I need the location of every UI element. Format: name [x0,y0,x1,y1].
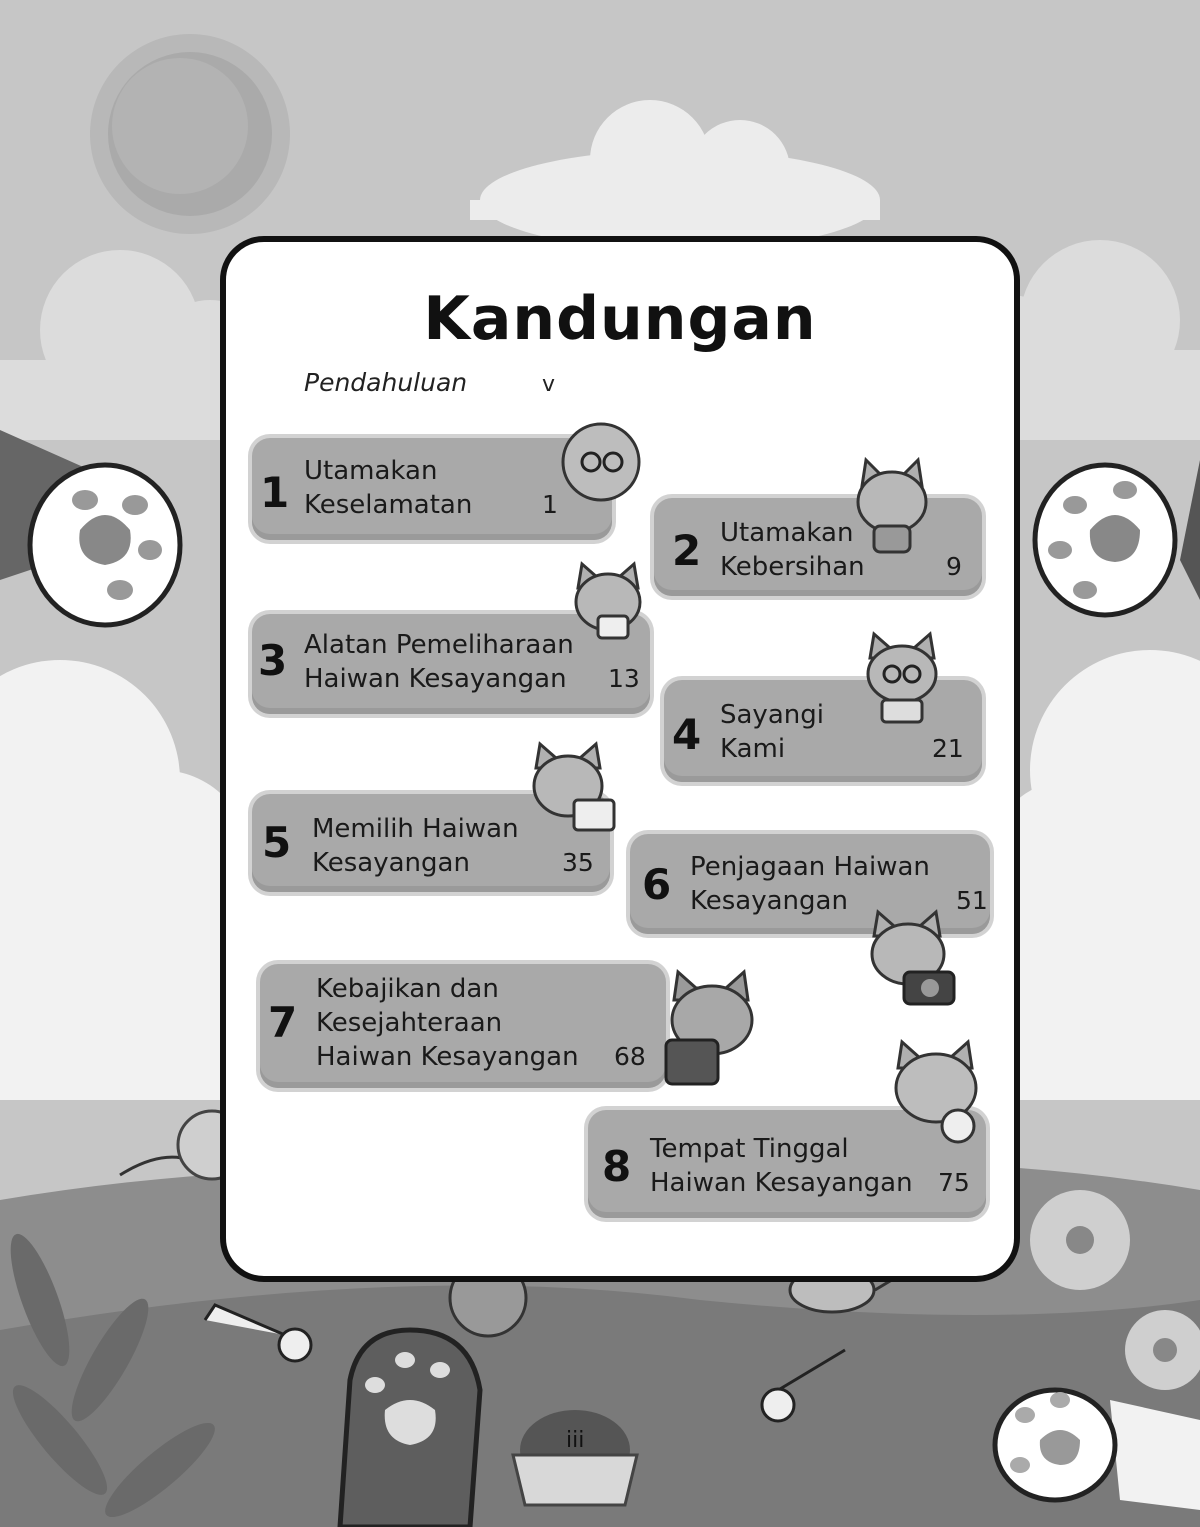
chapter-page-number: 9 [946,552,962,581]
chapter-7-entry[interactable] [260,964,666,1088]
chapter-title-line: Keselamatan [304,490,473,520]
chapter-title-line: Kami [720,734,786,764]
chapter-2-entry[interactable] [654,498,982,596]
chapter-title-line: Kebersihan [720,552,865,582]
chapter-title-line: Haiwan Kesayangan [316,1042,579,1072]
chapter-number: 7 [268,998,298,1047]
chapter-page-number: 35 [562,848,594,877]
chapter-number: 6 [642,860,672,909]
cat-icon [662,966,766,1090]
chapter-page-number: 1 [542,490,558,519]
cat-icon [860,630,944,726]
chapter-title-line: Sayangi [720,700,824,730]
cat-icon [570,560,646,642]
chapter-title-line: Kesejahteraan [316,1008,503,1038]
chapter-title-line: Penjagaan Haiwan [690,852,930,882]
cat-icon [555,418,647,502]
cat-icon [526,740,618,836]
chapter-page-number: 51 [956,886,988,915]
page-number: iii [566,1428,585,1453]
chapter-title-line: Utamakan [720,518,854,548]
chapter-page-number: 13 [608,664,640,693]
chapter-page-number: 68 [614,1042,646,1071]
cat-icon [886,1036,990,1146]
cat-icon [864,906,960,1010]
chapter-title-line: Haiwan Kesayangan [304,664,567,694]
chapter-title-line: Haiwan Kesayangan [650,1168,913,1198]
chapter-title-line: Memilih Haiwan [312,814,519,844]
chapter-number: 1 [260,468,290,517]
chapter-title-line: Kesayangan [312,848,470,878]
chapter-title-line: Tempat Tinggal [650,1134,849,1164]
chapter-title-line: Kesayangan [690,886,848,916]
chapter-title-line: Kebajikan dan [316,974,499,1004]
intro-page-number: v [542,372,556,397]
chapter-number: 8 [602,1142,632,1191]
chapter-number: 2 [672,526,702,575]
chapter-title-line: Utamakan [304,456,438,486]
chapter-number: 3 [258,636,288,685]
chapter-title-line: Alatan Pemeliharaan [304,630,574,660]
chapter-page-number: 21 [932,734,964,763]
page-title: Kandungan [423,284,817,354]
chapter-number: 4 [672,710,702,759]
cat-icon [852,456,932,556]
cat-paw-icon [340,1330,480,1527]
sun-icon [90,34,290,234]
chapter-number: 5 [262,818,292,867]
intro-label[interactable]: Pendahuluan [304,368,468,397]
chapter-page-number: 75 [938,1168,970,1197]
